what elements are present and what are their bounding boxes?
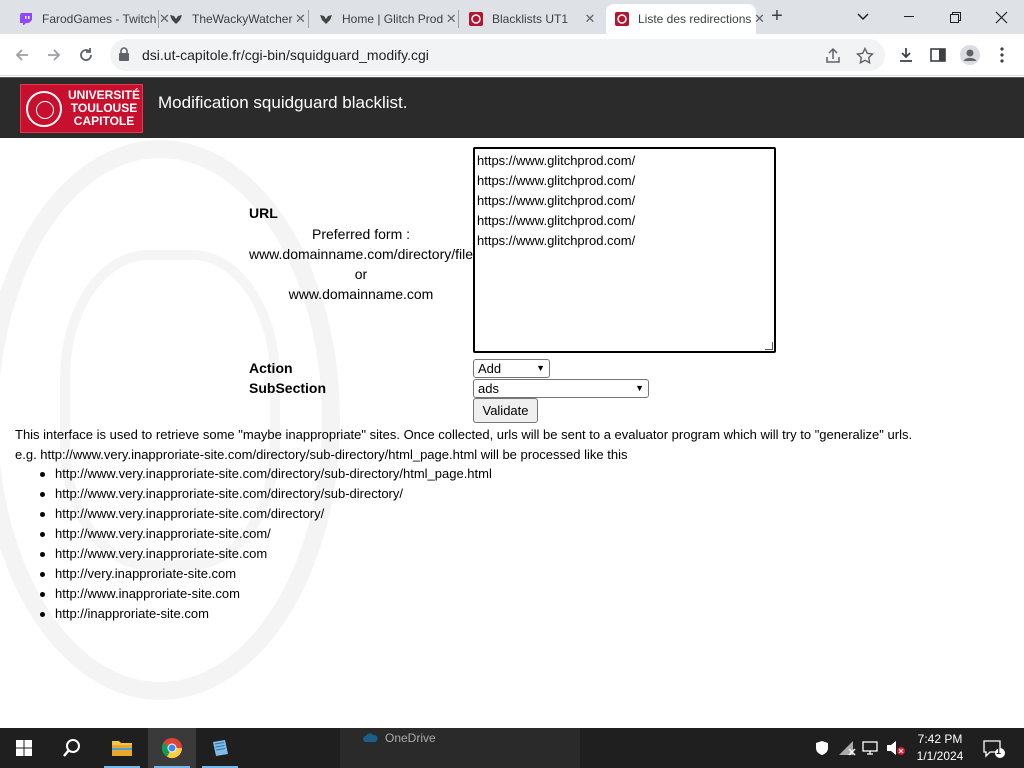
chrome-icon[interactable] (148, 728, 196, 768)
tab-title: Liste des redirections (638, 12, 752, 26)
dropdown-arrow-icon: ▼ (635, 383, 644, 393)
tab-thewackywatcher[interactable] (160, 4, 308, 34)
notification-count: 1 (996, 746, 1002, 756)
page-title: Modification squidguard blacklist. (158, 93, 408, 112)
bookmark-star-icon[interactable] (856, 47, 874, 65)
resize-handle[interactable] (765, 342, 773, 350)
start-windows-icon[interactable] (0, 728, 48, 768)
list-item: http://very.inapproriate-site.com (55, 564, 492, 584)
tab-farodgames[interactable] (10, 4, 170, 34)
list-item: http://www.very.inapproriate-site.com/directory/sub-directory/ (55, 484, 492, 504)
url-line: https://www.glitchprod.com/ (477, 173, 636, 188)
close-tab-icon[interactable]: ✕ (445, 11, 457, 26)
side-panel-icon[interactable] (926, 43, 950, 67)
search-icon[interactable] (48, 728, 96, 768)
close-tab-icon[interactable]: ✕ (295, 11, 306, 26)
example-intro: e.g. http://www.very.inapproriate-site.com/directory/sub-directory/html_page.html will be processed like this (15, 447, 628, 462)
tab-title: Blacklists UT1 (492, 12, 569, 26)
twitch-icon (18, 11, 34, 27)
forward-icon[interactable] (42, 43, 66, 67)
clock-date: 1/1/2024 (916, 749, 964, 763)
logo-text: UNIVERSITÉ TOULOUSE CAPITOLE (68, 88, 141, 128)
close-tab-icon[interactable]: ✕ (159, 11, 170, 26)
preferred-form-hint: Preferred form : www.domainname.com/directory/file or www.domainname.com (248, 226, 474, 302)
restore-icon[interactable] (932, 0, 978, 34)
lock-icon[interactable] (118, 47, 130, 67)
reload-icon[interactable] (74, 43, 98, 67)
browser-toolbar (0, 34, 1024, 76)
description (15, 425, 912, 465)
onedrive-popup[interactable] (340, 728, 580, 768)
list-item: http://www.very.inapproriate-site.com/directory/ (55, 504, 492, 524)
list-item: http://www.very.inapproriate-site.com (55, 544, 492, 564)
network-icon[interactable] (838, 740, 856, 759)
url-line: https://www.glitchprod.com/ (477, 193, 636, 208)
notepad-app-icon[interactable] (196, 728, 244, 768)
tab-search-icon[interactable] (840, 0, 886, 34)
volume-muted-icon[interactable] (886, 740, 906, 759)
subsection-label: SubSection (249, 380, 327, 396)
tab-title: FarodGames - Twitch (42, 12, 157, 26)
system-clock[interactable] (910, 731, 970, 765)
display-icon[interactable] (862, 740, 880, 759)
kebab-menu-icon[interactable] (990, 43, 1014, 67)
tab-title: Home | Glitch Prod (342, 12, 444, 26)
globe-icon (168, 11, 184, 27)
university-logo[interactable] (20, 84, 143, 133)
list-item: http://www.very.inapproriate-site.com/ (55, 524, 492, 544)
notification-center-icon[interactable] (983, 740, 1005, 761)
list-item: http://www.inapproriate-site.com (55, 584, 492, 604)
url-line: https://www.glitchprod.com/ (477, 213, 636, 228)
list-item: http://inapproriate-site.com (55, 604, 492, 624)
address-bar[interactable] (110, 39, 885, 71)
new-tab-button[interactable]: + (771, 5, 783, 27)
tab-liste-des-redirections[interactable] (606, 4, 765, 34)
close-tab-icon[interactable]: ✕ (753, 11, 765, 26)
file-explorer-icon[interactable] (98, 728, 146, 768)
action-select[interactable]: Add ▼ (473, 359, 550, 378)
tab-glitch-prod[interactable] (310, 4, 458, 34)
onedrive-cloud-icon (362, 732, 378, 746)
subsection-select[interactable]: ads ▼ (473, 379, 649, 398)
dropdown-arrow-icon: ▼ (536, 363, 545, 373)
url-text[interactable]: dsi.ut-capitole.fr/cgi-bin/squidguard_modify.cgi (142, 47, 429, 63)
back-icon[interactable] (10, 43, 34, 67)
tab-title: TheWackyWatcher (192, 12, 293, 26)
action-label: Action (249, 360, 293, 376)
minimize-icon[interactable] (886, 0, 932, 34)
page-header (0, 77, 1024, 138)
security-shield-icon[interactable] (814, 740, 830, 759)
close-window-icon[interactable] (978, 0, 1024, 34)
share-icon[interactable] (824, 47, 842, 65)
ut1-icon (468, 11, 484, 27)
download-icon[interactable] (894, 43, 918, 67)
url-label: URL (249, 205, 278, 221)
url-textarea[interactable] (473, 147, 776, 353)
tab-strip (0, 0, 1024, 34)
profile-avatar-icon[interactable] (958, 43, 982, 67)
clock-time: 7:42 PM (917, 732, 963, 746)
onedrive-label: OneDrive (385, 731, 436, 745)
university-seal-icon (26, 91, 62, 127)
example-list (55, 464, 492, 624)
tab-blacklists-ut1[interactable] (460, 4, 606, 34)
ut1-icon (614, 11, 630, 27)
globe-icon (318, 11, 334, 27)
url-line: https://www.glitchprod.com/ (477, 153, 636, 168)
description-text: This interface is used to retrieve some "maybe inappropriate" sites. Once collected, urls will be sent to a evaluator program which will try to "generalize" urls. (15, 427, 913, 442)
close-tab-icon[interactable]: ✕ (584, 11, 596, 26)
list-item: http://www.very.inapproriate-site.com/directory/sub-directory/html_page.html (55, 464, 492, 484)
validate-button[interactable]: Validate (473, 398, 538, 423)
url-line: https://www.glitchprod.com/ (477, 233, 636, 248)
